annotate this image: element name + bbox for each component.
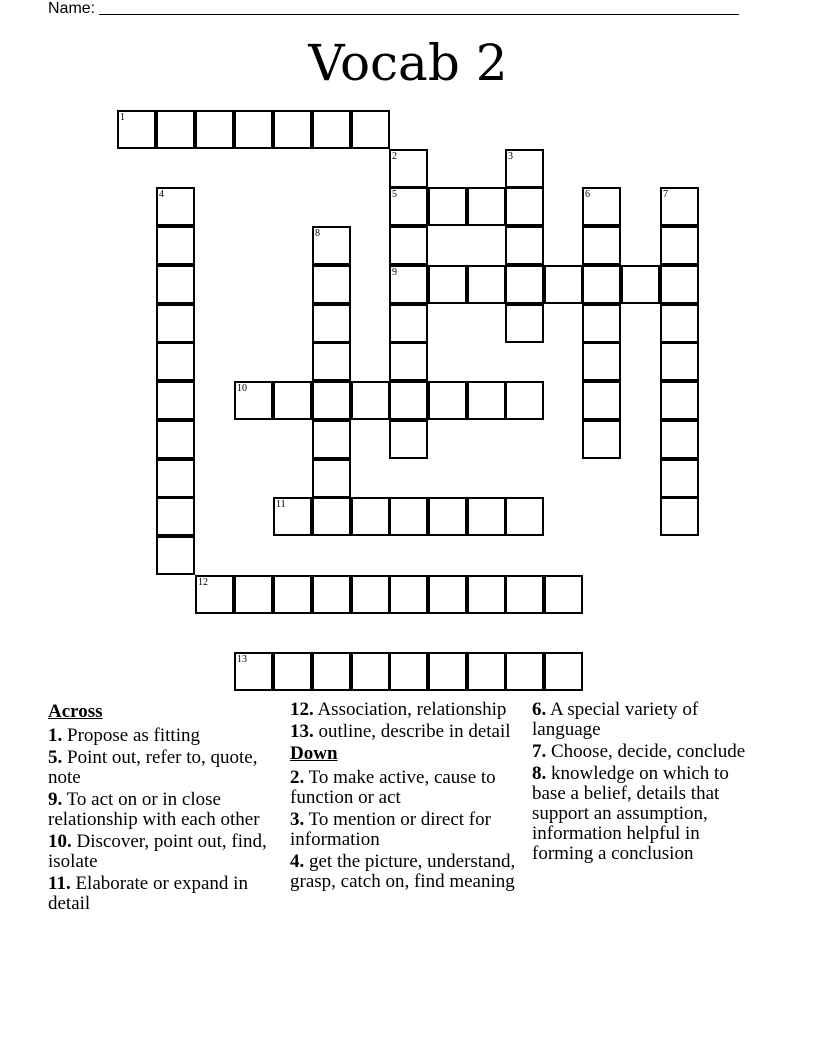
grid-cell[interactable] — [234, 575, 273, 614]
grid-cell[interactable] — [467, 652, 506, 691]
clues-column-3 — [532, 700, 764, 866]
grid-cell[interactable] — [544, 652, 583, 691]
grid-cell[interactable] — [660, 381, 699, 420]
grid-cell[interactable] — [660, 459, 699, 498]
clue-item-text: get the picture, understand, grasp, catch on, find meaning — [290, 851, 516, 892]
clue-item — [290, 768, 522, 808]
clue-number: 13 — [237, 654, 247, 665]
grid-cell[interactable] — [660, 304, 699, 343]
grid-cell[interactable] — [505, 381, 544, 420]
grid-cell[interactable] — [428, 497, 467, 536]
grid-cell[interactable] — [312, 652, 351, 691]
grid-cell[interactable] — [505, 575, 544, 614]
grid-cell[interactable] — [156, 536, 195, 575]
grid-cell[interactable] — [351, 381, 390, 420]
clue-number: 2 — [392, 151, 397, 162]
grid-cell[interactable] — [660, 342, 699, 381]
grid-cell[interactable] — [467, 575, 506, 614]
clue-section-heading: Down — [290, 743, 338, 764]
grid-cell[interactable] — [351, 652, 390, 691]
clue-item-text: outline, describe in detail — [313, 721, 511, 742]
grid-cell[interactable] — [156, 381, 195, 420]
grid-cell[interactable] — [156, 226, 195, 265]
grid-cell[interactable] — [582, 304, 621, 343]
clue-item-text: Elaborate or expand in detail — [48, 873, 248, 914]
clue-item-text: Association, relationship — [313, 699, 507, 720]
puzzle-title: Vocab 2 — [308, 34, 508, 92]
clue-item-number: 7. — [532, 741, 547, 762]
grid-cell[interactable] — [389, 342, 428, 381]
clue-item-number: 9. — [48, 789, 63, 810]
grid-cell[interactable] — [234, 110, 273, 149]
grid-cell[interactable] — [467, 187, 506, 226]
grid-cell[interactable] — [156, 187, 195, 226]
grid-cell[interactable] — [660, 265, 699, 304]
clue-item — [290, 852, 522, 892]
clue-item-text: Propose as fitting — [62, 725, 200, 746]
clue-item-number: 4. — [290, 851, 305, 872]
grid-cell[interactable] — [389, 149, 428, 188]
clue-item-text: Point out, refer to, quote, note — [48, 747, 258, 788]
clue-item-number: 11. — [48, 873, 71, 894]
clue-number: 5 — [392, 189, 397, 200]
clue-item — [290, 722, 522, 742]
grid-cell[interactable] — [544, 575, 583, 614]
grid-cell[interactable] — [312, 381, 351, 420]
grid-cell[interactable] — [156, 110, 195, 149]
name-label: Name: — [48, 0, 96, 17]
grid-cell[interactable] — [156, 497, 195, 536]
clue-item-number: 1. — [48, 725, 63, 746]
grid-cell[interactable] — [389, 575, 428, 614]
clue-item-text: To mention or direct for information — [290, 809, 491, 850]
clue-number: 9 — [392, 267, 397, 278]
grid-cell[interactable] — [505, 497, 544, 536]
clue-number: 11 — [276, 499, 286, 510]
clues-column-1 — [48, 700, 280, 916]
clue-item — [48, 726, 280, 746]
grid-cell[interactable] — [582, 265, 621, 304]
grid-cell[interactable] — [312, 226, 351, 265]
clue-number: 8 — [315, 228, 320, 239]
clue-number: 3 — [508, 151, 513, 162]
clue-item — [532, 700, 764, 740]
grid-cell[interactable] — [389, 187, 428, 226]
grid-cell[interactable] — [428, 265, 467, 304]
clue-item-text: A special variety of language — [532, 699, 699, 740]
clue-item-number: 12. — [290, 699, 314, 720]
grid-cell[interactable] — [351, 497, 390, 536]
grid-cell[interactable] — [428, 187, 467, 226]
clue-item-number: 5. — [48, 747, 63, 768]
grid-cell[interactable] — [351, 575, 390, 614]
clue-item-text: To make active, cause to function or act — [290, 767, 496, 808]
clue-item — [290, 810, 522, 850]
grid-cell[interactable] — [351, 110, 390, 149]
clue-item-number: 8. — [532, 763, 547, 784]
grid-cell[interactable] — [544, 265, 583, 304]
clue-item-text: To act on or in close relationship with each other — [48, 789, 260, 830]
grid-cell[interactable] — [312, 459, 351, 498]
clue-item — [290, 700, 522, 720]
grid-cell[interactable] — [467, 265, 506, 304]
grid-cell[interactable] — [156, 420, 195, 459]
grid-cell[interactable] — [312, 497, 351, 536]
grid-cell[interactable] — [582, 381, 621, 420]
grid-cell[interactable] — [582, 226, 621, 265]
clue-section-heading: Across — [48, 701, 103, 722]
grid-cell[interactable] — [312, 304, 351, 343]
clue-item-text: knowledge on which to base a belief, details that support an assumption, information helpful in forming a conclusion — [532, 763, 729, 864]
clue-item-number: 3. — [290, 809, 305, 830]
grid-cell[interactable] — [273, 652, 312, 691]
grid-cell[interactable] — [156, 304, 195, 343]
grid-cell[interactable] — [389, 304, 428, 343]
grid-cell[interactable] — [156, 265, 195, 304]
clue-number: 1 — [120, 112, 125, 123]
grid-cell[interactable] — [389, 420, 428, 459]
grid-cell[interactable] — [505, 149, 544, 188]
grid-cell[interactable] — [312, 265, 351, 304]
grid-cell[interactable] — [389, 497, 428, 536]
grid-cell[interactable] — [195, 575, 234, 614]
grid-cell[interactable] — [389, 265, 428, 304]
grid-cell[interactable] — [467, 381, 506, 420]
grid-cell[interactable] — [428, 652, 467, 691]
grid-cell[interactable] — [428, 575, 467, 614]
clue-number: 4 — [159, 189, 164, 200]
grid-cell[interactable] — [582, 420, 621, 459]
clue-item-number: 2. — [290, 767, 305, 788]
clue-item — [532, 742, 764, 762]
grid-cell[interactable] — [505, 226, 544, 265]
grid-cell[interactable] — [660, 420, 699, 459]
clue-item — [48, 748, 280, 788]
grid-cell[interactable] — [156, 459, 195, 498]
grid-cell[interactable] — [312, 342, 351, 381]
grid-cell[interactable] — [505, 265, 544, 304]
clue-number: 6 — [585, 189, 590, 200]
clue-number: 7 — [663, 189, 668, 200]
grid-cell[interactable] — [273, 575, 312, 614]
grid-cell[interactable] — [234, 381, 273, 420]
grid-cell[interactable] — [273, 381, 312, 420]
clue-item — [48, 874, 280, 914]
grid-cell[interactable] — [660, 497, 699, 536]
clue-item-text: Choose, decide, conclude — [546, 741, 746, 762]
grid-cell[interactable] — [467, 497, 506, 536]
grid-cell[interactable] — [621, 265, 660, 304]
grid-cell[interactable] — [312, 575, 351, 614]
clue-item-number: 10. — [48, 831, 72, 852]
grid-cell[interactable] — [234, 652, 273, 691]
grid-cell[interactable] — [505, 304, 544, 343]
grid-cell[interactable] — [273, 110, 312, 149]
grid-cell[interactable] — [428, 381, 467, 420]
clue-item — [48, 832, 280, 872]
clue-item — [48, 790, 280, 830]
clue-item-number: 6. — [532, 699, 547, 720]
grid-cell[interactable] — [156, 342, 195, 381]
grid-cell[interactable] — [582, 187, 621, 226]
grid-cell[interactable] — [195, 110, 234, 149]
grid-cell[interactable] — [389, 226, 428, 265]
clue-item-number: 13. — [290, 721, 314, 742]
grid-cell[interactable] — [389, 381, 428, 420]
grid-cell[interactable] — [660, 187, 699, 226]
grid-cell[interactable] — [582, 342, 621, 381]
clue-number: 10 — [237, 383, 247, 394]
grid-cell[interactable] — [273, 497, 312, 536]
grid-cell[interactable] — [389, 652, 428, 691]
grid-cell[interactable] — [312, 110, 351, 149]
grid-cell[interactable] — [117, 110, 156, 149]
clue-item — [532, 764, 764, 864]
grid-cell[interactable] — [312, 420, 351, 459]
grid-cell[interactable] — [660, 226, 699, 265]
clues-column-2 — [290, 700, 522, 894]
grid-cell[interactable] — [505, 652, 544, 691]
grid-cell[interactable] — [505, 187, 544, 226]
clue-item-text: Discover, point out, find, isolate — [48, 831, 267, 872]
clue-number: 12 — [198, 577, 208, 588]
